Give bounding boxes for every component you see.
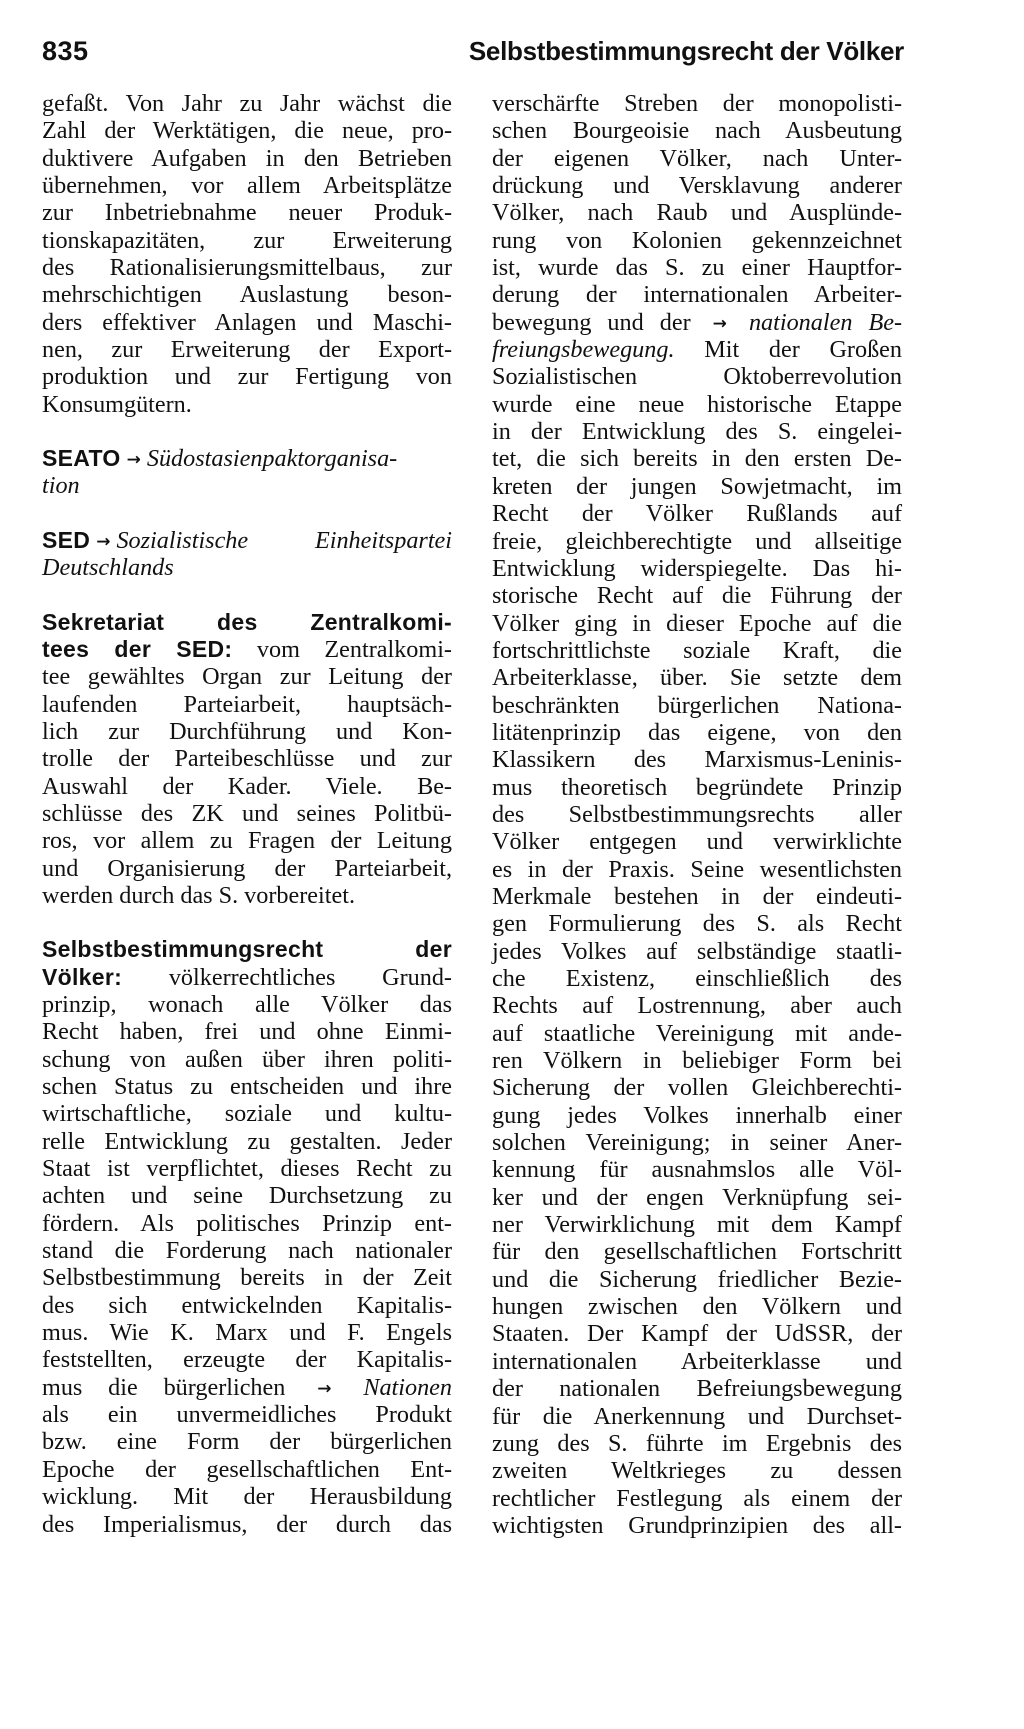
text-line: schlüsse des ZK und seines Politbü-	[42, 799, 452, 827]
text-line: drückung und Versklavung anderer	[492, 172, 902, 200]
cross-reference-arrow-icon: →	[317, 1378, 332, 1399]
text-line: schen Bourgeoisie nach Ausbeutung	[492, 117, 902, 145]
text-line: schen Status zu entscheiden und ihre	[42, 1073, 452, 1100]
entry-lemma: SED	[42, 526, 91, 553]
text-line: litätenprinzip das eigene, von den	[492, 718, 902, 746]
text-line: Selbstbestimmung bereits in der Zeit	[42, 1264, 452, 1292]
cross-reference-arrow-icon: →	[712, 313, 727, 334]
text-line: mus. Wie K. Marx und F. Engels	[42, 1319, 452, 1347]
text-fragment: Mit der Großen	[704, 336, 902, 364]
text-line: auf staatliche Vereinigung mit ande-	[492, 1019, 902, 1047]
cross-reference-link[interactable]: Südostasienpaktorganisa-	[146, 445, 398, 473]
right-column	[492, 90, 902, 1539]
text-line: ker und der engen Verknüpfung sei-	[492, 1183, 902, 1211]
entry-lemma: SEATO	[42, 445, 121, 472]
entry-lemma: Völker:	[42, 963, 123, 990]
text-line: tet, die sich bereits in den ersten De-	[492, 445, 902, 473]
text-line: feststellten, erzeugte der Kapitalis-	[42, 1346, 452, 1374]
text-line: Rechts auf Lostrennung, aber auch	[492, 992, 902, 1020]
text-line: für den gesellschaftlichen Fortschritt	[492, 1238, 902, 1266]
text-line: werden durch das S. vorbereitet.	[42, 881, 355, 909]
entry-sekretariat	[42, 609, 452, 910]
text-line: duktivere Aufgaben in den Betrieben	[42, 144, 452, 172]
cross-reference-link[interactable]: Deutschlands	[42, 554, 174, 582]
text-line: tee gewähltes Organ zur Leitung der	[42, 663, 452, 691]
text-line: Auswahl der Kader. Viele. Be-	[42, 772, 452, 800]
text-line: und die Sicherung friedlicher Bezie-	[492, 1265, 902, 1293]
text-line: Staat ist verpflichtet, dieses Recht zu	[42, 1155, 452, 1183]
entry-lemma: tees der SED:	[42, 635, 233, 662]
left-column	[42, 90, 452, 1538]
text-line: internationalen Arbeiterklasse und	[492, 1347, 902, 1375]
text-line: ros, vor allem zu Fragen der Leitung	[42, 827, 452, 855]
text-line: wirtschaftliche, soziale und kultu-	[42, 1100, 452, 1128]
text-line: hungen zwischen den Völkern und	[492, 1293, 902, 1321]
text-line: lich zur Durchführung und Kon-	[42, 717, 452, 745]
text-line: der eigenen Völker, nach Unter-	[492, 144, 902, 172]
cross-reference-arrow-icon: →	[96, 531, 111, 552]
entry-lemma: Sekretariat des Zentralkomi-	[42, 608, 452, 635]
text-line: Sozialistischen Oktoberrevolution	[492, 363, 902, 391]
text-fragment: völkerrechtliches Grund-	[168, 963, 452, 991]
text-line: fördern. Als politisches Prinzip ent-	[42, 1209, 452, 1237]
text-line: Konsumgütern.	[42, 390, 192, 418]
text-line: schung von außen über ihren politi-	[42, 1045, 452, 1073]
text-line: laufenden Parteiarbeit, hauptsäch-	[42, 690, 452, 718]
entry-selbstbestimmungsrecht	[42, 936, 452, 1538]
text-line: stand die Forderung nach nationaler	[42, 1237, 452, 1265]
text-line: rechtlicher Festlegung als einem der	[492, 1484, 902, 1512]
text-line: mus theoretisch begründete Prinzip	[492, 773, 902, 801]
cross-reference-arrow-icon: →	[126, 450, 141, 471]
text-line: gefaßt. Von Jahr zu Jahr wächst die	[42, 90, 452, 117]
text-line: wurde eine neue historische Etappe	[492, 390, 902, 418]
text-line: jedes Volkes auf selbständige staatli-	[492, 937, 902, 965]
page-header	[42, 36, 904, 72]
text-line: ist, wurde das S. zu einer Hauptfor-	[492, 254, 902, 282]
text-line: des Rationalisierungsmittelbaus, zur	[42, 254, 452, 282]
text-fragment: bewegung und der	[492, 308, 691, 336]
entry-seato	[42, 445, 452, 500]
text-line: rung von Kolonien gekennzeichnet	[492, 226, 902, 254]
text-line: trolle der Parteibeschlüsse und zur	[42, 745, 452, 773]
text-line: in der Entwicklung des S. eingelei-	[492, 418, 902, 446]
text-line: tionskapazitäten, zur Erweiterung	[42, 226, 452, 254]
text-line: gen Formulierung des S. als Recht	[492, 910, 902, 938]
text-line: Klassikern des Marxismus-Leninis-	[492, 746, 902, 774]
cross-reference-link[interactable]: Nationen	[363, 1373, 453, 1401]
text-line: für die Anerkennung und Durchset-	[492, 1402, 902, 1430]
text-line: ner Verwirklichung mit dem Kampf	[492, 1211, 902, 1239]
text-line: solchen Vereinigung; in seiner Aner-	[492, 1129, 902, 1157]
continuation-paragraph	[42, 90, 452, 418]
text-line: kennung für ausnahmslos alle Völ-	[492, 1156, 902, 1184]
text-line: relle Entwicklung zu gestalten. Jeder	[42, 1127, 452, 1155]
text-fragment: vom Zentralkomi-	[256, 635, 452, 663]
page-number: 835	[42, 36, 89, 66]
entry-sed	[42, 527, 452, 582]
text-line: des sich entwickelnden Kapitalis-	[42, 1291, 452, 1319]
text-line: Sicherung der vollen Gleichberechti-	[492, 1074, 902, 1102]
text-line: storische Recht auf die Führung der	[492, 582, 902, 610]
text-line: als ein unvermeidliches Produkt	[42, 1401, 452, 1429]
text-line: des Selbstbestimmungsrechts aller	[492, 800, 902, 828]
cross-reference-link[interactable]: freiungsbewegung.	[492, 336, 675, 364]
text-line: fortschrittlichste soziale Kraft, die	[492, 636, 902, 664]
text-line: achten und seine Durchsetzung zu	[42, 1182, 452, 1210]
text-line: der nationalen Befreiungsbewegung	[492, 1375, 902, 1403]
cross-reference-link[interactable]: Sozialistische Einheitspartei	[116, 526, 452, 554]
text-line: produktion und zur Fertigung von	[42, 363, 452, 391]
text-line: bzw. eine Form der bürgerlichen	[42, 1428, 452, 1456]
text-line: beschränkten bürgerlichen Nationa-	[492, 691, 902, 719]
text-line: ders effektiver Anlagen und Maschi-	[42, 308, 452, 336]
text-line: Entwicklung widerspiegelte. Das hi-	[492, 554, 902, 582]
entry-lemma: Selbstbestimmungsrecht der	[42, 936, 452, 963]
text-line: Recht der Völker Rußlands auf	[492, 500, 902, 528]
text-line: wichtigsten Grundprinzipien des all-	[492, 1511, 902, 1539]
text-line: Völker entgegen und verwirklichte	[492, 828, 902, 856]
text-line: kreten der jungen Sowjetmacht, im	[492, 472, 902, 500]
text-line: verschärfte Streben der monopolisti-	[492, 90, 902, 117]
running-head: Selbstbestimmungsrecht der Völker	[468, 36, 904, 66]
text-line: Merkmale bestehen in der eindeuti-	[492, 882, 902, 910]
text-line: ren Völkern in beliebiger Form bei	[492, 1047, 902, 1075]
cross-reference-link[interactable]: tion	[42, 472, 80, 500]
text-line: prinzip, wonach alle Völker das	[42, 990, 452, 1018]
cross-reference-link[interactable]: nationalen Be-	[748, 308, 903, 336]
text-line: Epoche der gesellschaftlichen Ent-	[42, 1455, 452, 1483]
text-line: und Organisierung der Parteiarbeit,	[42, 854, 452, 882]
text-fragment: mus die bürgerlichen	[42, 1373, 286, 1401]
text-line: wicklung. Mit der Herausbildung	[42, 1483, 452, 1511]
text-line: Recht haben, frei und ohne Einmi-	[42, 1018, 452, 1046]
text-line: gung jedes Volkes innerhalb einer	[492, 1101, 902, 1129]
text-line: zung des S. führte im Ergebnis des	[492, 1429, 902, 1457]
text-line: zur Inbetriebnahme neuer Produk-	[42, 199, 452, 227]
text-line: derung der internationalen Arbeiter-	[492, 281, 902, 309]
text-line: des Imperialismus, der durch das	[42, 1510, 452, 1538]
text-line: Zahl der Werktätigen, die neue, pro-	[42, 117, 452, 145]
text-line: nen, zur Erweiterung der Export-	[42, 336, 452, 364]
text-line: zweiten Weltkrieges zu dessen	[492, 1457, 902, 1485]
text-line: freie, gleichberechtigte und allseitige	[492, 527, 902, 555]
text-line: es in der Praxis. Seine wesentlichsten	[492, 855, 902, 883]
text-line: Staaten. Der Kampf der UdSSR, der	[492, 1320, 902, 1348]
text-line: che Existenz, einschließlich des	[492, 965, 902, 992]
text-line: Völker ging in dieser Epoche auf die	[492, 609, 902, 637]
text-line: übernehmen, vor allem Arbeitsplätze	[42, 172, 452, 200]
text-line: mehrschichtigen Auslastung beson-	[42, 281, 452, 309]
text-line: Völker, nach Raub und Ausplünde-	[492, 199, 902, 227]
text-line: Arbeiterklasse, über. Sie setzte dem	[492, 664, 902, 692]
